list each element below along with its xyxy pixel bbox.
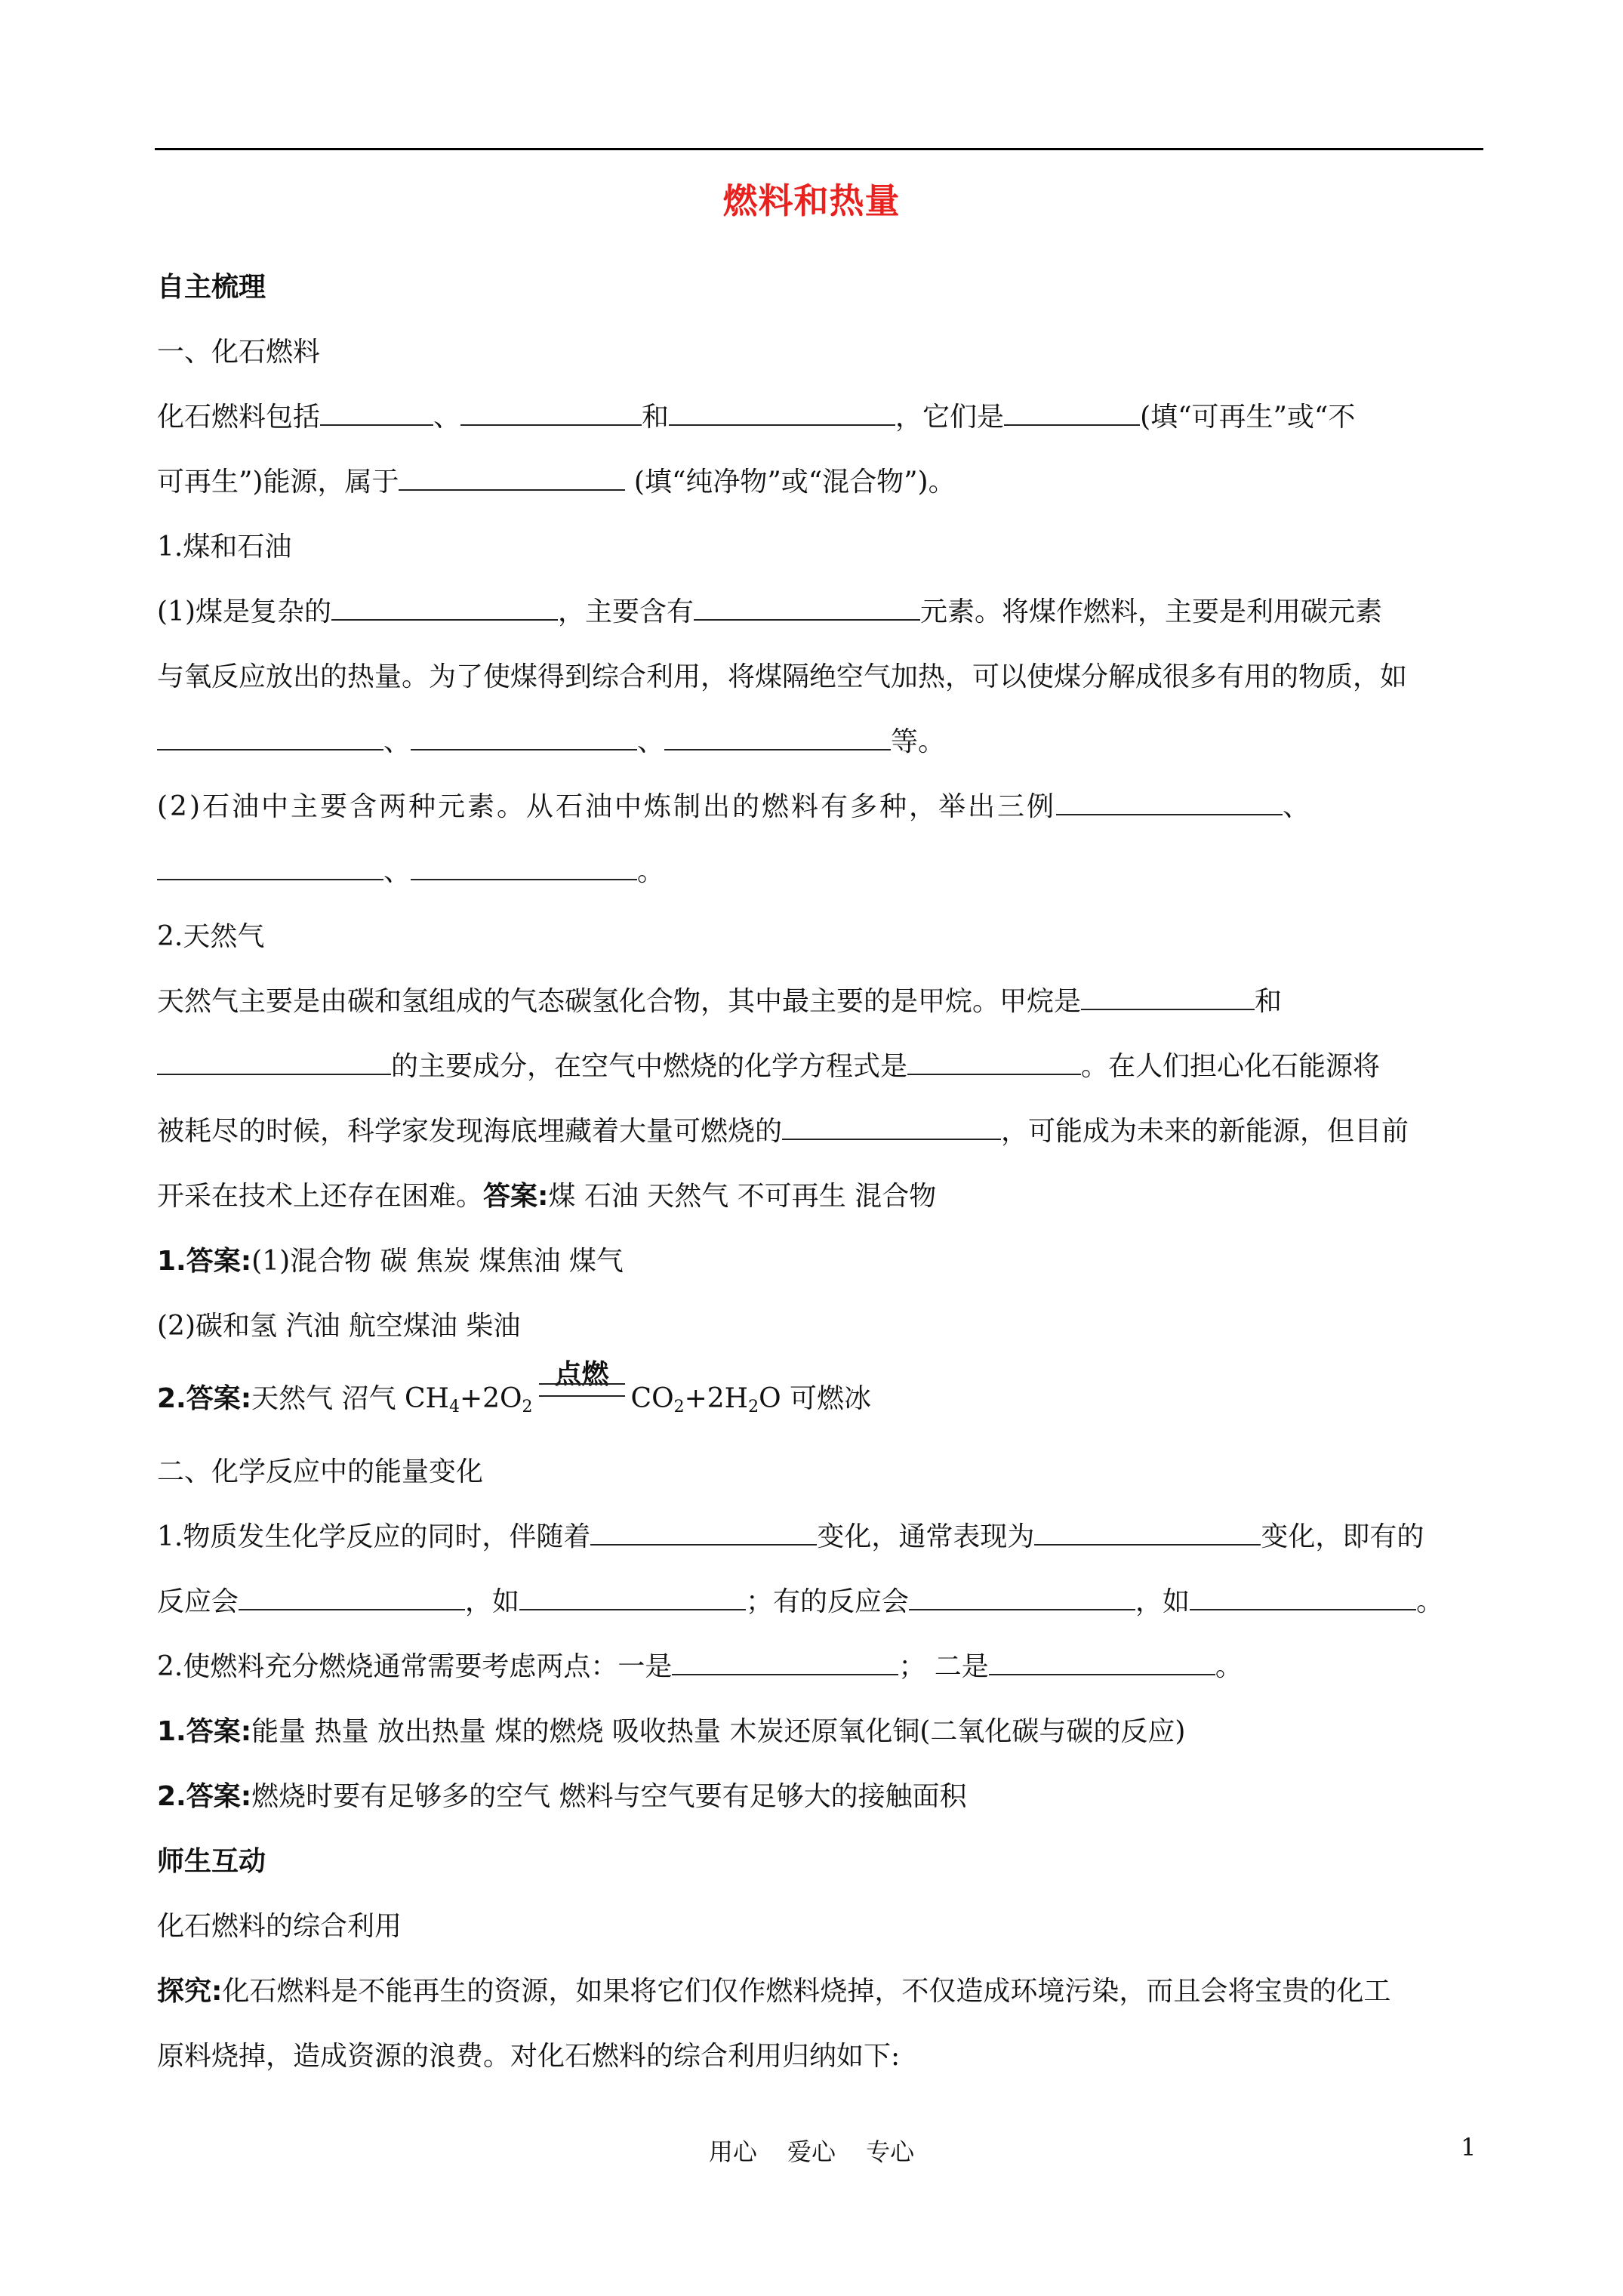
paragraph-coal-3 <box>157 710 1487 775</box>
paragraph-coal-2: 与氧反应放出的热量。为了使煤得到综合利用，将煤隔绝空气加热，可以使煤分解成很多有用的物质，如 <box>157 661 1408 692</box>
sub-heading-coal-oil: 1.煤和石油 <box>157 532 292 562</box>
page-footer: 用心 爱心 专心 <box>708 2137 915 2166</box>
answer-text: 能量 热量 放出热量 煤的燃烧 吸收热量 木炭还原氧化铜(二氧化碳与碳的反应) <box>251 1716 1186 1747</box>
blank <box>157 1048 391 1075</box>
blank <box>909 1583 1135 1610</box>
blank <box>331 593 558 621</box>
text: 、 <box>1283 791 1313 822</box>
blank <box>1190 1583 1416 1610</box>
header-rule <box>155 148 1483 150</box>
part2-heading: 二、化学反应中的能量变化 <box>157 1456 484 1487</box>
blank <box>672 1648 898 1675</box>
answer-label: 2.答案: <box>157 1781 252 1812</box>
blank <box>411 723 637 750</box>
answer-text: 燃烧时要有足够多的空气 燃料与空气要有足够大的接触面积 <box>251 1781 967 1812</box>
blank <box>1081 983 1255 1010</box>
text: 变化，通常表现为 <box>817 1521 1035 1552</box>
text: 2.使燃料充分燃烧通常需要考虑两点：一是 <box>157 1651 673 1682</box>
answer-label: 答案: <box>483 1181 549 1212</box>
paragraph-coal-1 <box>157 580 1487 645</box>
text: ，如 <box>465 1586 520 1617</box>
document-title: 燃料和热量 <box>722 180 901 221</box>
text: 化石燃料包括 <box>157 402 321 433</box>
answer-text: 煤 石油 天然气 不可再生 混合物 <box>548 1181 937 1212</box>
text: 。在人们担心化石能源将 <box>1081 1051 1381 1082</box>
blank <box>320 399 433 426</box>
text: 的主要成分，在空气中燃烧的化学方程式是 <box>391 1051 908 1082</box>
text: 、 <box>433 402 461 433</box>
energy-answer-2 <box>157 1764 1487 1829</box>
text: 、 <box>383 856 411 887</box>
text: (填“可再生”或“不 <box>1140 402 1356 433</box>
blank <box>460 399 642 426</box>
answer-2-equation <box>157 1359 1487 1440</box>
text: 、 <box>383 726 411 757</box>
text: ；有的反应会 <box>746 1586 910 1617</box>
section-heading-hudong: 师生互动 <box>157 1846 266 1877</box>
text: 、 <box>637 726 665 757</box>
text: ，主要含有 <box>558 596 694 627</box>
blank <box>1034 1518 1261 1546</box>
document-body <box>157 255 1487 2089</box>
blank <box>907 1048 1081 1075</box>
text: CO <box>630 1383 674 1414</box>
text: 开采在技术上还存在困难。 <box>157 1181 484 1212</box>
paragraph-gas-2 <box>157 1034 1487 1099</box>
text: 被耗尽的时候，科学家发现海底埋藏着大量可燃烧的 <box>157 1116 783 1147</box>
answer-label: 1.答案: <box>157 1246 252 1277</box>
paragraph-fossil-fuels-1 <box>157 385 1487 450</box>
text: +2O <box>459 1383 522 1414</box>
text: 。 <box>1416 1586 1444 1617</box>
text: 等。 <box>891 726 946 757</box>
sub-heading-natural-gas: 2.天然气 <box>157 921 265 952</box>
paragraph-gas-4 <box>157 1164 1487 1229</box>
paragraph-gas-1 <box>157 969 1487 1034</box>
paragraph-oil-2 <box>157 840 1487 905</box>
text: 和 <box>642 402 670 433</box>
blank <box>411 853 637 880</box>
text: ，可能成为未来的新能源，但目前 <box>1001 1116 1409 1147</box>
paragraph-explore-1 <box>157 1959 1487 2024</box>
blank <box>239 1583 465 1610</box>
subscript: 2 <box>673 1398 685 1416</box>
part1-heading: 一、化石燃料 <box>157 337 321 368</box>
text: 。 <box>637 856 665 887</box>
subscript: 4 <box>448 1398 460 1416</box>
reaction-arrow <box>533 1359 631 1407</box>
text: ，如 <box>1135 1586 1190 1617</box>
subscript: 2 <box>748 1398 759 1416</box>
reaction-condition: 点燃 <box>554 1359 609 1390</box>
blank <box>669 399 895 426</box>
blank <box>782 1113 1001 1140</box>
text: 元素。将煤作燃料，主要是利用碳元素 <box>920 596 1383 627</box>
paragraph-oil-1 <box>157 775 1487 840</box>
paragraph-fossil-fuels-2 <box>157 450 1487 515</box>
blank <box>989 1648 1215 1675</box>
blank <box>519 1583 746 1610</box>
paragraph-energy-3 <box>157 1635 1487 1700</box>
paragraph-energy-2 <box>157 1570 1487 1635</box>
subscript: 2 <box>522 1398 533 1416</box>
blank <box>157 853 383 880</box>
answer-text: (1)混合物 碳 焦炭 煤焦油 煤气 <box>251 1246 624 1277</box>
energy-answer-1 <box>157 1700 1487 1764</box>
text: (2)石油中主要含两种元素。从石油中炼制出的燃料有多种，举出三例 <box>157 791 1056 822</box>
blank <box>664 723 891 750</box>
blank <box>1004 399 1140 426</box>
section-heading-zizhu: 自主梳理 <box>157 272 266 303</box>
answer-1a <box>157 1229 1487 1294</box>
text: ，它们是 <box>895 402 1005 433</box>
text: ； 二是 <box>898 1651 989 1682</box>
topic-heading: 化石燃料的综合利用 <box>157 1911 402 1942</box>
text: 。 <box>1215 1651 1243 1682</box>
text: 和 <box>1255 986 1283 1017</box>
text: 天然气 沼气 CH <box>251 1383 449 1414</box>
text: 变化，即有的 <box>1261 1521 1424 1552</box>
blank <box>399 464 625 491</box>
equals-sign <box>539 1383 625 1397</box>
text: 可再生”)能源，属于 <box>157 467 399 498</box>
text: O 可燃冰 <box>759 1383 872 1414</box>
text: 1.物质发生化学反应的同时，伴随着 <box>157 1521 591 1552</box>
text: 反应会 <box>157 1586 239 1617</box>
blank <box>157 723 383 750</box>
blank <box>590 1518 817 1546</box>
text: +2H <box>684 1383 749 1414</box>
paragraph-explore-2: 原料烧掉，造成资源的浪费。对化石燃料的综合利用归纳如下: <box>157 2041 901 2072</box>
paragraph-energy-1 <box>157 1505 1487 1570</box>
text: 天然气主要是由碳和氢组成的气态碳氢化合物，其中最主要的是甲烷。甲烷是 <box>157 986 1082 1017</box>
paragraph-gas-3 <box>157 1099 1487 1164</box>
page-number: 1 <box>1461 2133 1477 2162</box>
text: (1)煤是复杂的 <box>157 596 331 627</box>
answer-label: 2.答案: <box>157 1383 252 1414</box>
blank <box>1056 788 1283 815</box>
text: 化石燃料是不能再生的资源，如果将它们仅作燃料烧掉，不仅造成环境污染，而且会将宝贵的化工 <box>222 1976 1391 2007</box>
blank <box>694 593 920 621</box>
explore-label: 探究: <box>157 1976 223 2007</box>
text: (填“纯净物”或“混合物”)。 <box>625 467 956 498</box>
answer-1b: (2)碳和氢 汽油 航空煤油 柴油 <box>157 1311 521 1342</box>
answer-label: 1.答案: <box>157 1716 252 1747</box>
